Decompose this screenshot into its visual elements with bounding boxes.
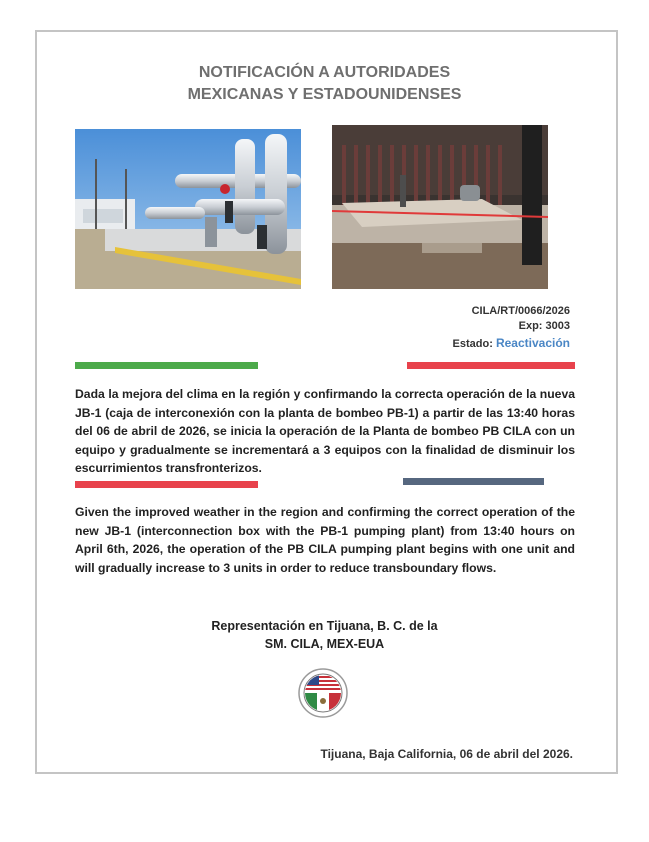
title-line-1: NOTIFICACIÓN A AUTORIDADES	[198, 64, 451, 81]
slate-bar	[403, 478, 544, 485]
green-bar	[75, 362, 258, 369]
reference-exp: Exp: 3003	[518, 320, 570, 332]
red-bar-top	[407, 362, 575, 369]
pipes-photo-illustration	[75, 129, 301, 289]
place-and-date: Tijuana, Baja California, 06 de abril del 2026.	[320, 747, 573, 761]
spanish-paragraph: Dada la mejora del clima en la región y confirmando la correcta operación de la nueva JB-1 (caja de interconexión con la planta de bombeo PB-1) a partir de las 13:40 horas del 06 de abril de 2026, se inicia la operación de la Planta de bombeo PB CILA con un equipo y gradualmente se incrementará a 3 equipos con la finalidad de disminuir los escurrimientos transfronterizos.	[75, 387, 575, 475]
construction-photo	[332, 125, 548, 289]
signature-line-1: Representación en Tijuana, B. C. de la	[211, 619, 438, 633]
signature-line-2: SM. CILA, MEX-EUA	[264, 637, 385, 651]
red-bar-bottom	[75, 481, 258, 488]
status-value: Reactivación	[495, 336, 570, 350]
construction-photo-illustration	[332, 125, 548, 289]
pipes-photo	[75, 129, 301, 289]
reference-code: CILA/RT/0066/2026	[471, 305, 570, 317]
english-paragraph: Given the improved weather in the region and confirming the correct operation of the new JB-1 (interconnection box with the PB-1 pumping plant) from 13:40 hours on April 6th, 2026, the operation of the PB CILA pumping plant begins with one unit and will gradually increase to 3 units in order to reduce transboundary flows.	[75, 505, 575, 575]
status-label: Estado:	[452, 338, 493, 350]
cila-seal-icon	[298, 668, 348, 718]
reference-status	[453, 336, 570, 350]
title-line-2: MEXICANAS Y ESTADOUNIDENSES	[187, 86, 462, 103]
